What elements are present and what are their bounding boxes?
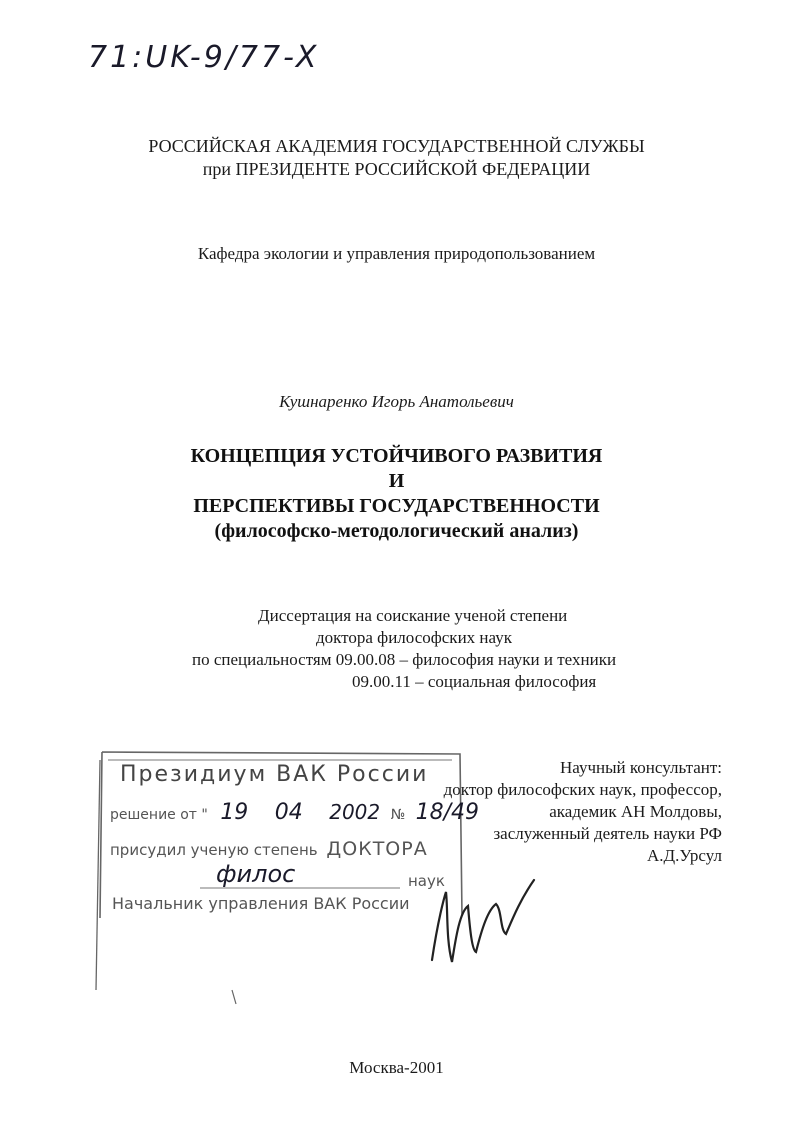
decision-prefix: решение от ": [110, 807, 208, 823]
specialty-line2: 09.00.11 – социальная философия: [352, 672, 597, 691]
consultant-label: Научный консультант:: [560, 758, 722, 777]
archive-code: 71:UK-9/77-X: [88, 40, 320, 75]
author-name: Кушнаренко Игорь Анатольевич: [279, 392, 514, 411]
decision-no-label: №: [390, 807, 406, 823]
thesis-title-line3: ПЕРСПЕКТИВЫ ГОСУДАРСТВЕННОСТИ: [193, 495, 600, 517]
stamp-awarded-line: [110, 838, 428, 860]
city-year: Москва-2001: [349, 1058, 444, 1077]
specialty-line1: по специальностям 09.00.08 – философия науки и техники: [192, 650, 617, 669]
science-underline: [110, 866, 456, 892]
decision-number: 18/49: [415, 800, 479, 825]
decision-year: 2002: [329, 800, 381, 824]
vak-stamp: [98, 748, 479, 920]
thesis-subtitle: (философско-методологический анализ): [214, 520, 579, 542]
consultant-academy: академик АН Молдовы,: [549, 802, 722, 821]
organization-subtitle: при ПРЕЗИДЕНТЕ РОССИЙСКОЙ ФЕДЕРАЦИИ: [202, 159, 591, 179]
stamp-science-line: [110, 860, 456, 892]
thesis-title-line1: КОНЦЕПЦИЯ УСТОЙЧИВОГО РАЗВИТИЯ: [190, 445, 603, 467]
department-name: Кафедра экологии и управления природопользованием: [197, 244, 596, 263]
degree-line2: доктора философских наук: [316, 628, 512, 647]
stamp-decision-line: [110, 800, 479, 825]
stamp-heading: Президиум ВАК России: [120, 762, 429, 787]
organization-name: РОССИЙСКАЯ АКАДЕМИЯ ГОСУДАРСТВЕННОЙ СЛУЖБЫ: [148, 136, 645, 156]
awarded-prefix: присудил ученую степень: [110, 841, 318, 859]
science-handwritten: филос: [216, 860, 296, 888]
consultant-name: А.Д.Урсул: [647, 846, 722, 865]
decision-month: 04: [274, 800, 303, 825]
consultant-honor: заслуженный деятель науки РФ: [493, 824, 722, 843]
stamp-chief: Начальник управления ВАК России: [112, 894, 410, 913]
consultant-degree: доктор философских наук, профессор,: [443, 780, 722, 799]
awarded-degree: ДОКТОРА: [326, 838, 428, 860]
decision-day: 19: [220, 800, 249, 825]
degree-line1: Диссертация на соискание ученой степени: [258, 606, 568, 625]
science-suffix: наук: [408, 872, 445, 890]
thesis-title-line2: И: [388, 470, 405, 492]
